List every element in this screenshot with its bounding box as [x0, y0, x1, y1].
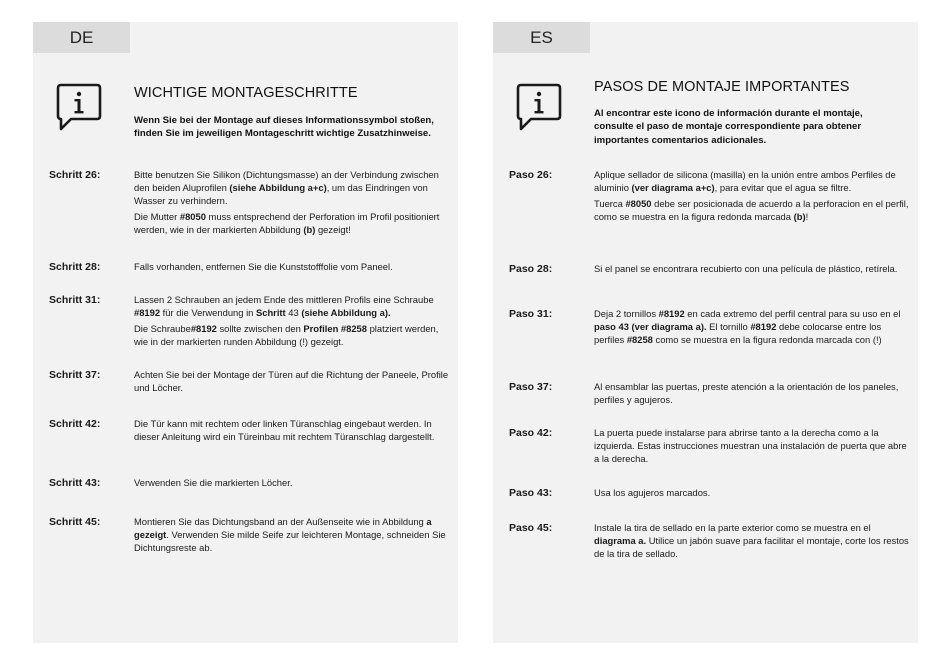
emphasis-text: #8192 [750, 320, 777, 332]
step-label: Schritt 43: [49, 477, 101, 489]
step-paragraph: Al ensamblar las puertas, preste atención a la orientación de los paneles, perfiles y agujeros. [594, 381, 899, 405]
emphasis-text: diagrama a. [594, 534, 647, 546]
step-description [134, 477, 452, 490]
intro-note: Wenn Sie bei der Montage auf dieses Informationssymbol stoßen, finden Sie im jeweiligen Montageschritt wichtige Zusatzhinweise. [134, 115, 434, 140]
step-description [594, 263, 912, 276]
emphasis-text: #8192 [190, 322, 217, 334]
step-paragraph: Achten Sie bei der Montage der Türen auf die Richtung der Paneele, Profile und Löcher. [134, 369, 449, 393]
step-paragraph: Die Tür kann mit rechtem oder linken Türanschlag eingebaut werden. In dieser Anleitung wird ein Türeinbau mit rechtem Türanschlag dargestellt. [134, 418, 435, 442]
step-label: Paso 31: [509, 308, 553, 320]
emphasis-text: (ver diagrama a+c) [631, 181, 715, 193]
info-icon [55, 82, 103, 137]
emphasis-text: (b) [303, 223, 316, 235]
emphasis-text: #8050 [625, 197, 652, 209]
page-german [33, 22, 458, 643]
step-description [594, 522, 912, 561]
emphasis-text: (siehe Abbildung a+c) [229, 181, 327, 193]
emphasis-text: #8192 [134, 306, 161, 318]
step-paragraph: Usa los agujeros marcados. [594, 487, 711, 498]
step-label: Schritt 31: [49, 294, 101, 306]
step-description [594, 487, 912, 500]
emphasis-text: (siehe Abbildung a). [301, 306, 391, 318]
step-label: Paso 26: [509, 169, 553, 181]
step-description [134, 516, 452, 555]
step-paragraph: Deja 2 tornillos #8192 en cada extremo del perfil central para su uso en el paso 43 (ver diagrama a). El tornillo #8192 debe colocarse entre los perfiles #8258 como se muestra en la figura redonda marcada con (!) [594, 308, 901, 345]
page-spanish [493, 22, 918, 643]
step-paragraph: Montieren Sie das Dichtungsband an der Außenseite wie in Abbildung a gezeigt. Verwenden Sie milde Seife zur leichteren Montage, schneiden Sie Dichtungsreste ab. [134, 516, 446, 553]
page-title: WICHTIGE MONTAGESCHRITTE [134, 85, 358, 101]
step-description [134, 418, 452, 444]
step-description [594, 169, 912, 224]
page-title: PASOS DE MONTAJE IMPORTANTES [594, 79, 850, 95]
step-description [134, 369, 452, 395]
step-label: Paso 45: [509, 522, 553, 534]
emphasis-text: paso 43 (ver diagrama a). [594, 320, 707, 332]
step-paragraph: Falls vorhanden, entfernen Sie die Kunststofffolie vom Paneel. [134, 261, 393, 272]
step-paragraph: Si el panel se encontrara recubierto con una película de plástico, retírela. [594, 263, 898, 274]
language-tab-de: DE [33, 22, 130, 53]
step-paragraph: Die Schraube#8192 sollte zwischen den Profilen #8258 platziert werden, wie in der markierten runden Abbildung (!) gezeigt. [134, 322, 439, 347]
step-description [594, 308, 912, 347]
step-paragraph: La puerta puede instalarse para abrirse tanto a la derecha como a la izquierda. Estas instrucciones muestran una instalación de puerta que abre a la derecha. [594, 427, 907, 464]
step-paragraph: Lassen 2 Schrauben an jedem Ende des mittleren Profils eine Schraube #8192 für die Verwendung in Schritt 43 (siehe Abbildung a). [134, 294, 434, 318]
step-label: Paso 42: [509, 427, 553, 439]
step-label: Schritt 37: [49, 369, 101, 381]
step-paragraph: Tuerca #8050 debe ser posicionada de acuerdo a la perforacion en el perfil, como se muestra en la figura redonda marcada (b)! [594, 197, 909, 222]
emphasis-text: Schritt [255, 306, 286, 318]
step-paragraph: Die Mutter #8050 muss entsprechend der Perforation im Profil positioniert werden, wie in der markierten Abbildung (b) gezeigt! [134, 210, 440, 235]
intro-note: Al encontrar este icono de información durante el montaje, consulte el paso de montaje correspondiente para obtener importantes comentarios adicionales. [594, 108, 863, 146]
step-label: Paso 28: [509, 263, 553, 275]
step-paragraph: Verwenden Sie die markierten Löcher. [134, 477, 293, 488]
step-description [134, 169, 452, 237]
step-label: Paso 37: [509, 381, 553, 393]
emphasis-text: #8192 [658, 308, 685, 319]
step-description [134, 261, 452, 274]
step-label: Schritt 26: [49, 169, 101, 181]
info-icon [515, 82, 563, 137]
step-paragraph: Bitte benutzen Sie Silikon (Dichtungsmasse) an der Verbindung zwischen den beiden Aluprofilen (siehe Abbildung a+c), um das Eindringen von Wasser zu verhindern. [134, 169, 439, 206]
step-label: Paso 43: [509, 487, 553, 499]
emphasis-text: Profilen #8258 [303, 322, 367, 334]
step-description [134, 294, 452, 349]
step-paragraph: Instale la tira de sellado en la parte exterior como se muestra en el diagrama a. Utilice un jabón suave para facilitar el montaje, corte los restos de la tira de sellado. [594, 522, 909, 559]
emphasis-text: #8258 [626, 333, 653, 345]
emphasis-text: a gezeigt [134, 516, 432, 540]
emphasis-text: #8050 [179, 210, 206, 222]
step-description [594, 427, 912, 466]
step-label: Schritt 28: [49, 261, 101, 273]
language-tab-es: ES [493, 22, 590, 53]
step-paragraph: Aplique sellador de silicona (masilla) en la unión entre ambos Perfiles de aluminio (ver diagrama a+c), para evitar que el agua se filtre. [594, 169, 896, 193]
step-description [594, 381, 912, 407]
emphasis-text: (b) [793, 210, 806, 222]
step-label: Schritt 42: [49, 418, 101, 430]
step-label: Schritt 45: [49, 516, 101, 528]
